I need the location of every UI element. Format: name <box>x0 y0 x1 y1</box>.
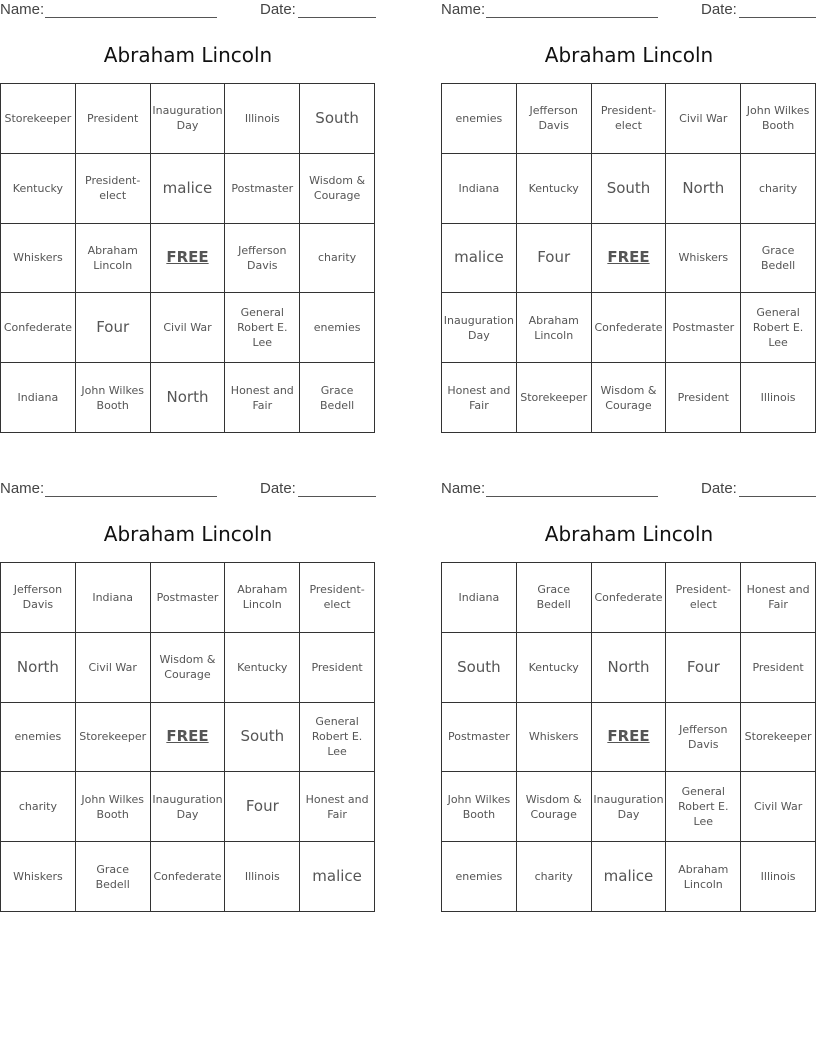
bingo-card-4 <box>441 479 816 891</box>
bingo-cell: Inauguration Day <box>151 84 226 154</box>
bingo-cell: enemies <box>442 84 517 154</box>
bingo-cell: Wisdom & Courage <box>592 363 667 433</box>
bingo-cell: Wisdom & Courage <box>517 772 592 842</box>
bingo-cell: Abraham Lincoln <box>76 224 151 294</box>
bingo-cell: Whiskers <box>1 224 76 294</box>
bingo-cell: General Robert E. Lee <box>225 293 300 363</box>
bingo-cell: Confederate <box>1 293 76 363</box>
name-blank-line <box>45 17 217 18</box>
bingo-cell: North <box>151 363 226 433</box>
date-label: Date: <box>701 1 737 18</box>
free-space-cell: FREE <box>592 224 667 294</box>
card-header <box>0 479 376 501</box>
bingo-cell: John Wilkes Booth <box>442 772 517 842</box>
bingo-cell: North <box>1 633 76 703</box>
bingo-cell: General Robert E. Lee <box>300 703 375 773</box>
bingo-cell: Honest and Fair <box>225 363 300 433</box>
bingo-card-1 <box>0 0 376 412</box>
bingo-cell: President <box>76 84 151 154</box>
bingo-cell: Indiana <box>442 563 517 633</box>
card-title: Abraham Lincoln <box>103 43 273 67</box>
bingo-cell: General Robert E. Lee <box>741 293 816 363</box>
date-blank-line <box>298 17 376 18</box>
card-title: Abraham Lincoln <box>544 522 714 546</box>
card-title: Abraham Lincoln <box>544 43 714 67</box>
bingo-cell: Inauguration Day <box>592 772 667 842</box>
bingo-card-3 <box>0 479 376 891</box>
bingo-cell: Kentucky <box>225 633 300 703</box>
free-space-cell: FREE <box>151 224 226 294</box>
date-blank-line <box>298 496 376 497</box>
bingo-cell: South <box>225 703 300 773</box>
bingo-cell: President-elect <box>300 563 375 633</box>
bingo-grid <box>441 562 816 912</box>
bingo-cell: John Wilkes Booth <box>741 84 816 154</box>
bingo-cell: malice <box>151 154 226 224</box>
bingo-cell: Postmaster <box>151 563 226 633</box>
bingo-cell: Civil War <box>741 772 816 842</box>
bingo-cell: Grace Bedell <box>741 224 816 294</box>
bingo-cell: Confederate <box>592 293 667 363</box>
bingo-cell: Jefferson Davis <box>225 224 300 294</box>
name-label: Name: <box>441 1 486 18</box>
bingo-cell: malice <box>442 224 517 294</box>
bingo-cell: President <box>666 363 741 433</box>
bingo-cell: Illinois <box>741 363 816 433</box>
bingo-grid <box>441 83 816 433</box>
bingo-cell: Honest and Fair <box>300 772 375 842</box>
name-blank-line <box>486 496 658 497</box>
bingo-grid <box>0 83 375 433</box>
bingo-cell: malice <box>592 842 667 912</box>
bingo-cell: President-elect <box>592 84 667 154</box>
bingo-cell: Four <box>666 633 741 703</box>
bingo-cell: Postmaster <box>666 293 741 363</box>
bingo-cell: Storekeeper <box>1 84 76 154</box>
bingo-cell: Four <box>76 293 151 363</box>
bingo-cell: Abraham Lincoln <box>225 563 300 633</box>
bingo-cell: Illinois <box>741 842 816 912</box>
bingo-cell: malice <box>300 842 375 912</box>
bingo-cell: Postmaster <box>442 703 517 773</box>
date-label: Date: <box>260 480 296 497</box>
bingo-cell: President <box>741 633 816 703</box>
bingo-cell: charity <box>517 842 592 912</box>
bingo-cell: South <box>442 633 517 703</box>
bingo-cell: Inauguration Day <box>442 293 517 363</box>
bingo-cell: Indiana <box>1 363 76 433</box>
bingo-cell: Jefferson Davis <box>517 84 592 154</box>
card-header <box>0 0 376 22</box>
bingo-cell: Four <box>517 224 592 294</box>
bingo-cell: Postmaster <box>225 154 300 224</box>
bingo-cell: North <box>592 633 667 703</box>
bingo-cell: charity <box>741 154 816 224</box>
free-space-cell: FREE <box>151 703 226 773</box>
bingo-cell: Grace Bedell <box>517 563 592 633</box>
bingo-cell: General Robert E. Lee <box>666 772 741 842</box>
bingo-cell: enemies <box>442 842 517 912</box>
date-label: Date: <box>260 1 296 18</box>
bingo-cell: South <box>592 154 667 224</box>
bingo-cell: North <box>666 154 741 224</box>
free-space-cell: FREE <box>592 703 667 773</box>
bingo-cell: Confederate <box>592 563 667 633</box>
bingo-cell: Honest and Fair <box>741 563 816 633</box>
bingo-cell: Whiskers <box>517 703 592 773</box>
bingo-cell: Civil War <box>76 633 151 703</box>
bingo-cell: Storekeeper <box>76 703 151 773</box>
bingo-cell: Confederate <box>151 842 226 912</box>
bingo-cell: Kentucky <box>1 154 76 224</box>
name-blank-line <box>45 496 217 497</box>
bingo-cell: Jefferson Davis <box>666 703 741 773</box>
bingo-cell: Civil War <box>666 84 741 154</box>
bingo-cell: Whiskers <box>1 842 76 912</box>
bingo-card-2 <box>441 0 816 412</box>
bingo-cell: President-elect <box>666 563 741 633</box>
bingo-cell: Kentucky <box>517 633 592 703</box>
bingo-cell: Inauguration Day <box>151 772 226 842</box>
bingo-cell: Storekeeper <box>741 703 816 773</box>
bingo-cell: Honest and Fair <box>442 363 517 433</box>
date-blank-line <box>739 496 816 497</box>
bingo-cell: John Wilkes Booth <box>76 363 151 433</box>
bingo-cell: President-elect <box>76 154 151 224</box>
bingo-cell: South <box>300 84 375 154</box>
bingo-cell: John Wilkes Booth <box>76 772 151 842</box>
bingo-cell: enemies <box>300 293 375 363</box>
card-title: Abraham Lincoln <box>103 522 273 546</box>
name-label: Name: <box>0 480 45 497</box>
bingo-cell: Wisdom & Courage <box>300 154 375 224</box>
bingo-grid <box>0 562 375 912</box>
bingo-cell: Indiana <box>442 154 517 224</box>
bingo-cell: Wisdom & Courage <box>151 633 226 703</box>
bingo-cell: President <box>300 633 375 703</box>
bingo-cell: Illinois <box>225 84 300 154</box>
date-label: Date: <box>701 480 737 497</box>
bingo-cell: Grace Bedell <box>300 363 375 433</box>
bingo-cell: Kentucky <box>517 154 592 224</box>
bingo-cell: Storekeeper <box>517 363 592 433</box>
bingo-cell: Four <box>225 772 300 842</box>
bingo-cell: Illinois <box>225 842 300 912</box>
bingo-cell: enemies <box>1 703 76 773</box>
bingo-cell: Jefferson Davis <box>1 563 76 633</box>
bingo-cell: Abraham Lincoln <box>517 293 592 363</box>
bingo-cell: Grace Bedell <box>76 842 151 912</box>
card-header <box>441 479 816 501</box>
bingo-cell: Civil War <box>151 293 226 363</box>
name-label: Name: <box>0 1 45 18</box>
bingo-cell: Indiana <box>76 563 151 633</box>
bingo-cell: Abraham Lincoln <box>666 842 741 912</box>
name-label: Name: <box>441 480 486 497</box>
bingo-cell: charity <box>1 772 76 842</box>
date-blank-line <box>739 17 816 18</box>
name-blank-line <box>486 17 658 18</box>
card-header <box>441 0 816 22</box>
bingo-cell: charity <box>300 224 375 294</box>
bingo-cell: Whiskers <box>666 224 741 294</box>
